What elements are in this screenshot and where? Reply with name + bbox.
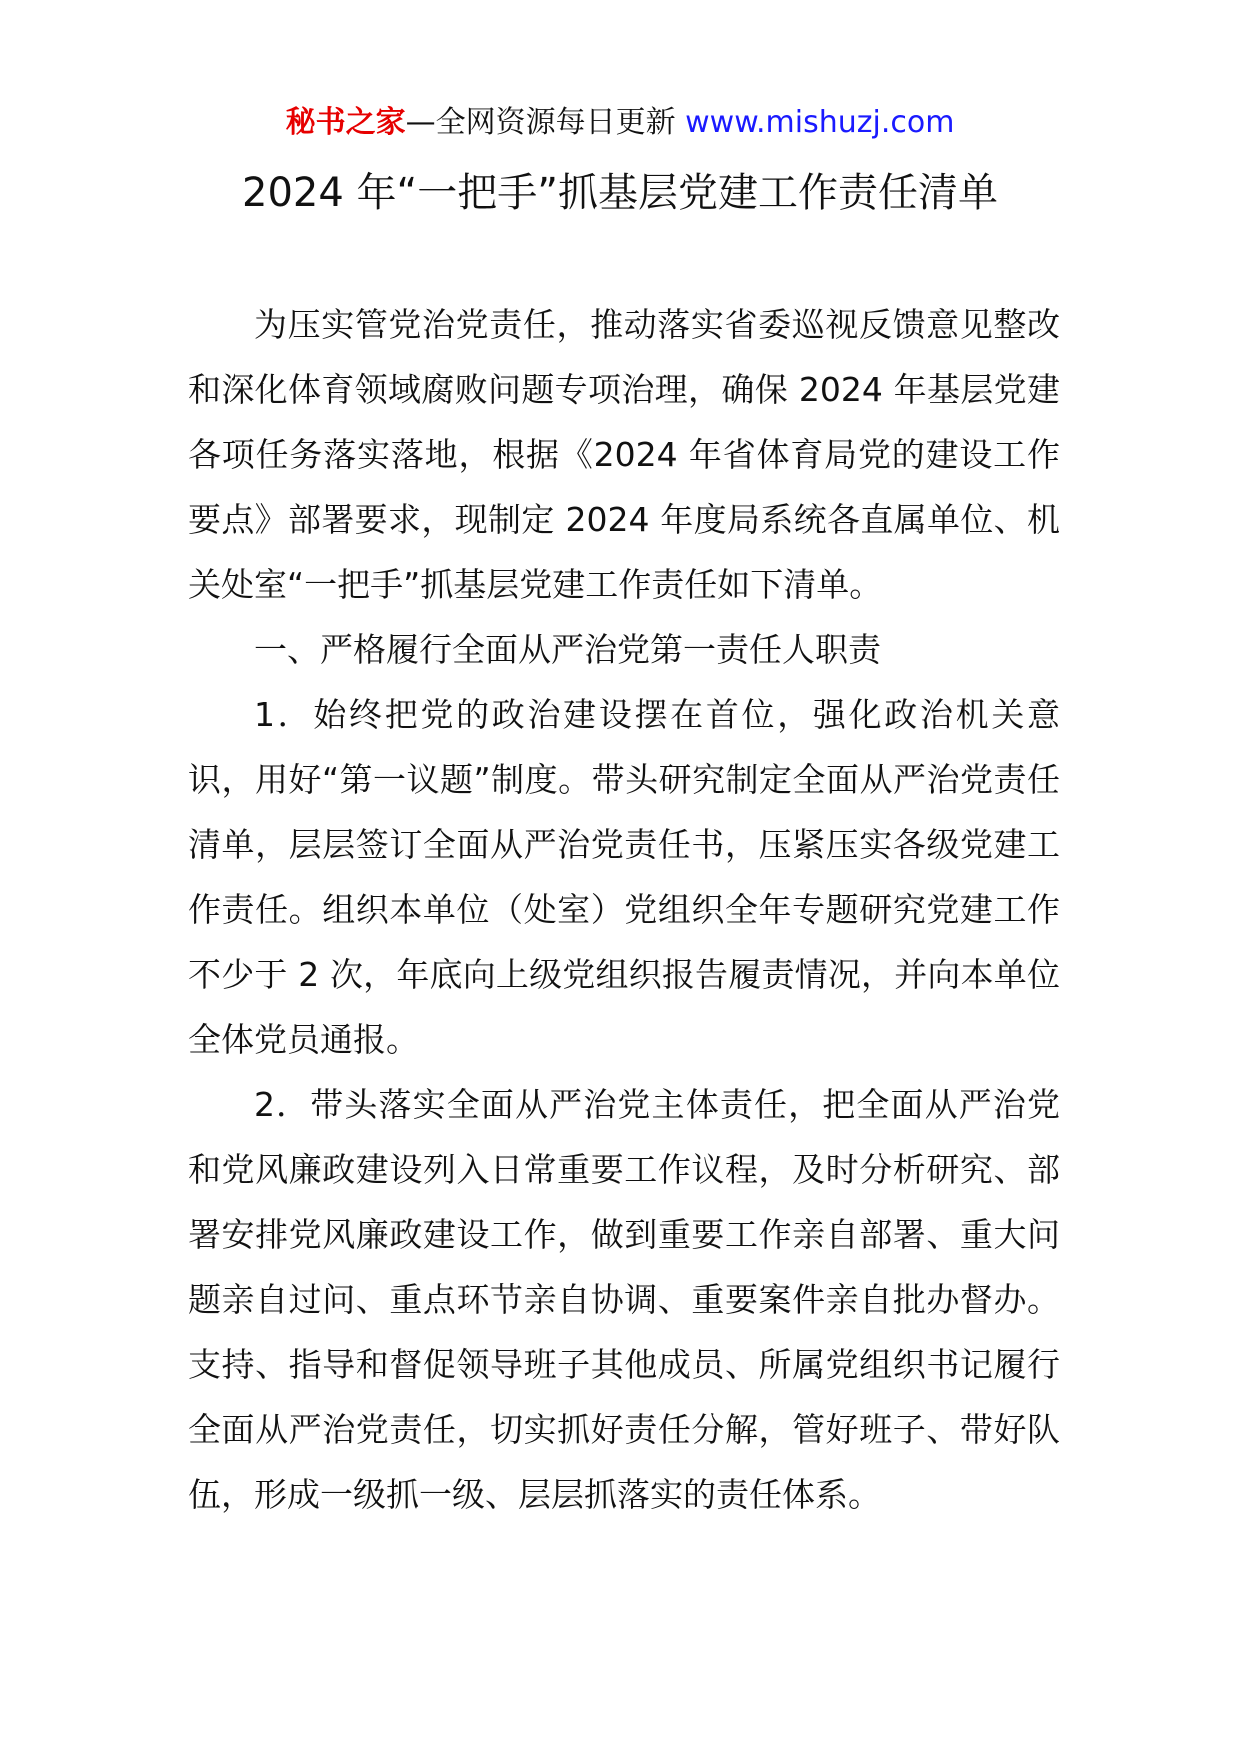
brand-name: 秘书之家 [285, 105, 406, 140]
header-tagline: —全网资源每日更新 [405, 105, 686, 140]
document-body [188, 292, 1060, 1527]
section-heading: 一、严格履行全面从严治党第一责任人职责 [254, 630, 881, 669]
intro-paragraph: 为压实管党治党责任，推动落实省委巡视反馈意见整改和深化体育领域腐败问题专项治理，确保 2024 年基层党建各项任务落实落地，根据《2024 年省体育局党的建设工作要点》部署要求，现制定 2024 年度局系统各直属单位、机关处室“一把手”抓基层党建工作责任如下清单。 [188, 305, 1060, 604]
website-link[interactable]: www.mishuzj.com [685, 105, 955, 140]
item-2-paragraph: 2．带头落实全面从严治党主体责任，把全面从严治党和党风廉政建设列入日常重要工作议程，及时分析研究、部署安排党风廉政建设工作，做到重要工作亲自部署、重大问题亲自过问、重点环节亲自协调、重要案件亲自批办督办。支持、指导和督促领导班子其他成员、所属党组织书记履行全面从严治党责任，切实抓好责任分解，管好班子、带好队伍，形成一级抓一级、层层抓落实的责任体系。 [188, 1085, 1060, 1514]
document-title: 2024 年“一把手”抓基层党建工作责任清单 [242, 170, 998, 216]
item-1-paragraph: 1．始终把党的政治建设摆在首位，强化政治机关意识，用好“第一议题”制度。带头研究制定全面从严治党责任清单，层层签订全面从严治党责任书，压紧压实各级党建工作责任。组织本单位（处室）党组织全年专题研究党建工作不少于 2 次，年底向上级党组织报告履责情况，并向本单位全体党员通报。 [188, 695, 1060, 1059]
page-header [0, 100, 1240, 146]
